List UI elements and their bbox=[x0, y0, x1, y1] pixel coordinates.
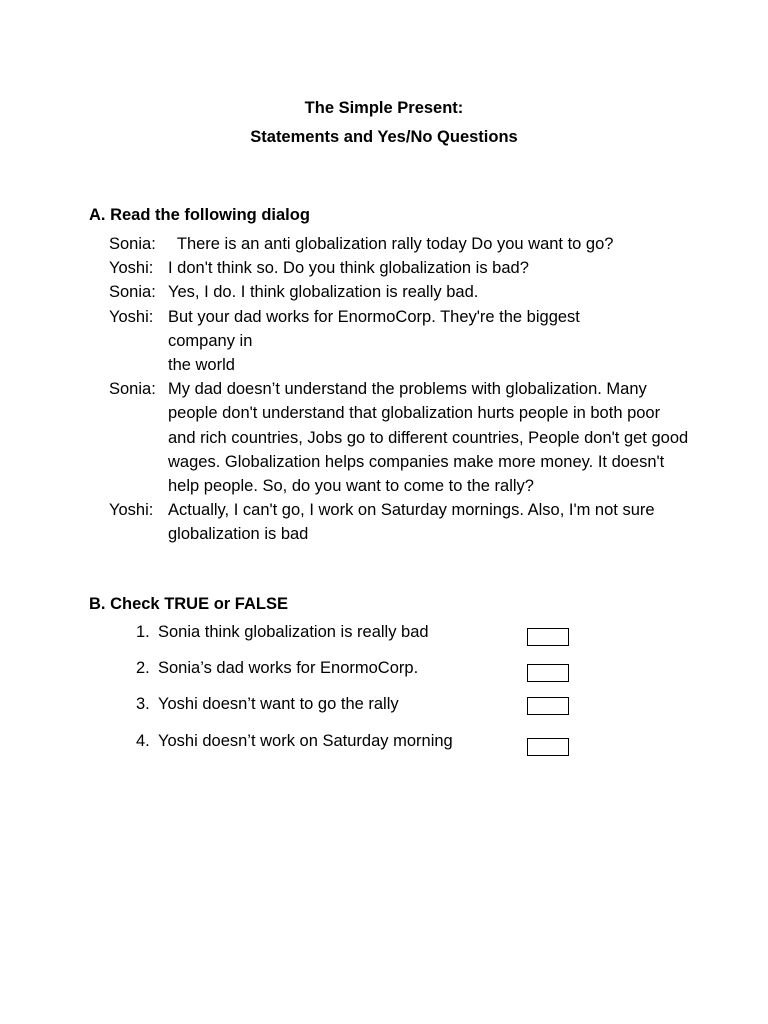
dialog-line bbox=[0, 280, 768, 304]
section-b-heading: B. Check TRUE or FALSE bbox=[89, 595, 288, 613]
answer-checkbox[interactable] bbox=[527, 628, 569, 646]
true-false-item bbox=[0, 732, 768, 756]
speaker-name: Yoshi: bbox=[109, 307, 154, 326]
document-title bbox=[0, 94, 768, 152]
answer-checkbox[interactable] bbox=[527, 697, 569, 715]
item-statement: Sonia think globalization is really bad bbox=[158, 623, 429, 641]
dialog-line bbox=[0, 305, 768, 378]
item-number: 4. bbox=[136, 732, 150, 750]
true-false-item bbox=[0, 695, 768, 719]
speaker-name: Yoshi: bbox=[109, 259, 154, 278]
speaker-name: Sonia: bbox=[109, 235, 156, 253]
item-statement: Sonia’s dad works for EnormoCorp. bbox=[158, 659, 419, 677]
dialog-text: Yes, I do. I think globalization is really bad. bbox=[168, 283, 479, 302]
dialog-text: There is an anti globalization rally today Do you want to go? bbox=[168, 235, 614, 253]
dialog-text: My dad doesn’t understand the problems with globalization. Many people don't understand that globalization hurts people in both poor and rich countries, Jobs go to different countries, People don't get good wages. Globalization helps companies make more money. It doesn't help people. So, do you want to come to the rally? bbox=[168, 380, 689, 496]
item-statement: Yoshi doesn’t want to go the rally bbox=[158, 695, 399, 713]
dialog-line bbox=[0, 498, 768, 546]
dialog-line bbox=[0, 256, 768, 280]
dialog bbox=[0, 232, 768, 547]
item-statement: Yoshi doesn’t work on Saturday morning bbox=[158, 732, 453, 750]
dialog-line bbox=[0, 232, 768, 256]
answer-checkbox[interactable] bbox=[527, 664, 569, 682]
title-line-2: Statements and Yes/No Questions bbox=[250, 128, 518, 146]
speaker-name: Sonia: bbox=[109, 380, 156, 399]
dialog-line bbox=[0, 377, 768, 498]
answer-checkbox[interactable] bbox=[527, 738, 569, 756]
dialog-text: Actually, I can't go, I work on Saturday mornings. Also, I'm not sure globalization is bad bbox=[168, 501, 655, 544]
item-number: 3. bbox=[136, 695, 150, 713]
dialog-text: I don't think so. Do you think globalization is bad? bbox=[168, 259, 529, 278]
title-line-1: The Simple Present: bbox=[304, 99, 464, 117]
item-number: 1. bbox=[136, 623, 150, 641]
dialog-text: But your dad works for EnormoCorp. They're the biggest company in the world bbox=[168, 307, 580, 375]
true-false-item bbox=[0, 659, 768, 683]
section-a-heading: A. Read the following dialog bbox=[89, 206, 310, 224]
true-false-item bbox=[0, 623, 768, 647]
speaker-name: Sonia: bbox=[109, 283, 156, 302]
item-number: 2. bbox=[136, 659, 150, 677]
speaker-name: Yoshi: bbox=[109, 501, 154, 520]
